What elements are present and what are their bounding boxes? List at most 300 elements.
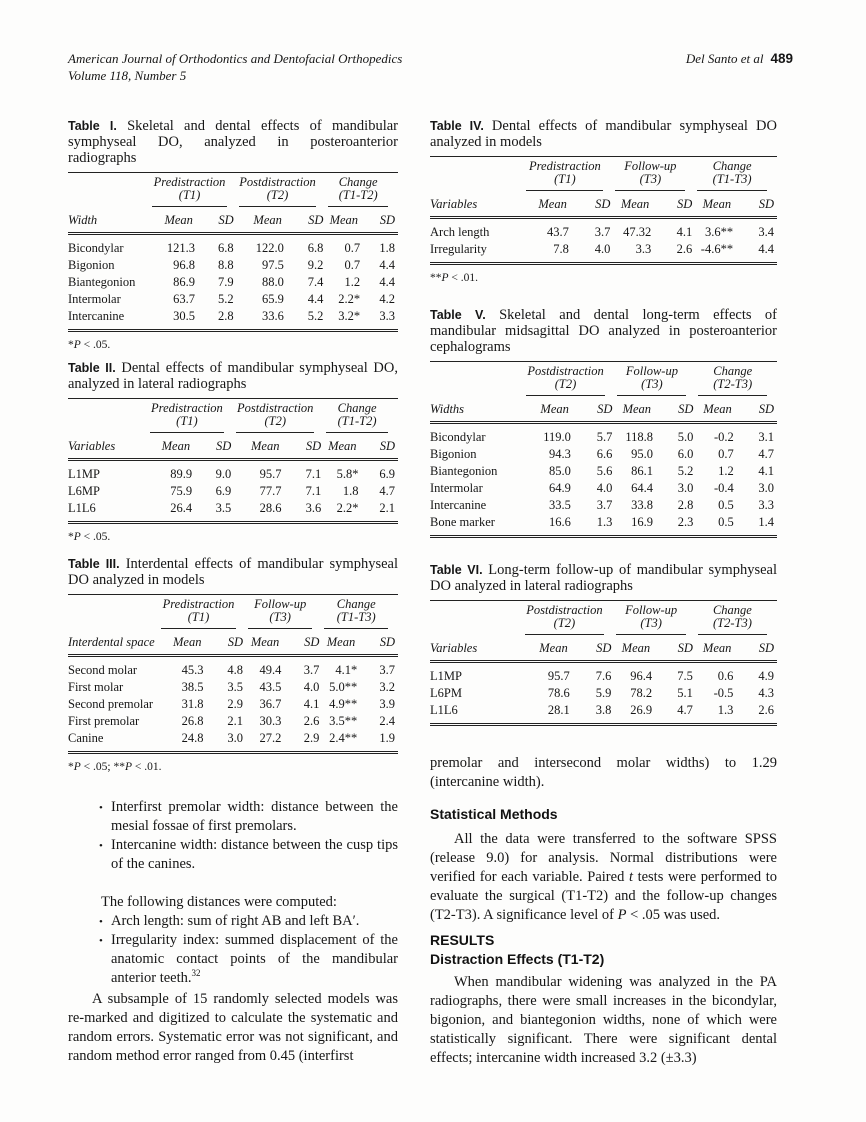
table-footnote (430, 271, 777, 285)
text-segment: < .01. (132, 761, 162, 773)
value-cell: 1.2 (344, 275, 361, 289)
bullet-icon: • (99, 802, 103, 814)
value-cell: 96.8 (173, 258, 195, 272)
table-row (430, 218, 777, 242)
value-cell: 30.5 (173, 309, 195, 323)
table-body (430, 662, 777, 725)
column-group-box (698, 365, 767, 396)
column-subheader: SD (214, 629, 246, 656)
value-cell: 3.8 (595, 703, 612, 717)
header-row-groups (430, 601, 777, 636)
value-cell: 3.2 (379, 680, 395, 694)
row-label: Bigonion (68, 258, 115, 272)
row-label: Second molar (68, 663, 138, 677)
column-group-line1: Change (337, 401, 377, 415)
column-subheader: Mean (524, 191, 579, 218)
value-cell: 4.3 (758, 686, 774, 700)
column-group-line1: Change (713, 364, 753, 378)
value-cell: 3.3 (635, 242, 652, 256)
value-cell: 0.6 (717, 669, 734, 683)
value-cell: 8.8 (218, 258, 234, 272)
bullet-icon: • (99, 916, 103, 928)
text-segment: P (617, 907, 627, 923)
table-row (430, 662, 777, 686)
table-title (430, 307, 777, 355)
value-cell: 6.6 (596, 447, 613, 461)
list-item (68, 912, 398, 931)
row-label: Biantegonion (68, 275, 136, 289)
value-cell: 2.9 (227, 697, 244, 711)
header-row-groups (430, 362, 777, 397)
column-group-header (324, 399, 398, 434)
column-group-header (246, 595, 322, 630)
value-cell: 4.2 (379, 292, 395, 306)
value-cell: 2.3 (677, 515, 694, 529)
column-subheader: Mean (237, 207, 295, 234)
value-cell: 3.0 (677, 481, 694, 495)
value-cell: 5.2 (677, 464, 694, 478)
table-row (430, 463, 777, 480)
column-group-line1: Predistraction (153, 175, 226, 189)
list-item (68, 798, 398, 836)
table-body (68, 460, 398, 523)
column-subheader: SD (581, 635, 615, 662)
table-head (68, 399, 398, 460)
value-cell: 4.8 (227, 663, 244, 677)
table-row (68, 460, 398, 484)
value-cell: 4.0 (303, 680, 320, 694)
row-label: L6MP (68, 484, 100, 498)
table-footnote (68, 338, 398, 352)
definition-list-distances (68, 912, 398, 988)
text-segment: P (73, 761, 81, 773)
heading-statistical-methods: Statistical Methods (430, 806, 558, 822)
column-group-header (159, 595, 246, 630)
value-cell: 7.1 (305, 484, 322, 498)
text-segment: < .05. (80, 339, 111, 351)
text-segment: P (73, 339, 81, 351)
table-row (430, 423, 777, 447)
column-group-box (326, 402, 388, 433)
table-label: Table IV. (430, 119, 484, 133)
value-cell: 43.7 (546, 225, 569, 239)
value-cell: 4.4 (307, 292, 324, 306)
text-segment: < .01. (448, 272, 479, 284)
value-cell: 1.8 (342, 484, 359, 498)
value-cell: 4.0 (594, 242, 611, 256)
value-cell: 43.5 (259, 680, 282, 694)
value-cell: 4.1* (335, 663, 358, 677)
row-label: Canine (68, 731, 104, 745)
value-cell: 28.1 (547, 703, 570, 717)
column-subheader: SD (664, 396, 696, 423)
list-item (68, 836, 398, 874)
paragraph-error-analysis (68, 990, 398, 1066)
heading-distraction-effects: Distraction Effects (T1-T2) (430, 951, 605, 967)
value-cell: 2.4 (379, 714, 395, 728)
table-label: Table II. (68, 361, 116, 375)
row-label: Bicondylar (68, 241, 124, 255)
column-group-line1: Change (712, 603, 752, 617)
column-subheader: SD (292, 433, 324, 460)
column-group-box (236, 402, 314, 433)
row-label: Bigonion (430, 447, 477, 461)
value-cell: 3.7 (594, 225, 611, 239)
column-subheader: SD (663, 635, 696, 662)
value-cell: 122.0 (255, 241, 284, 255)
table-label: Table VI. (430, 563, 483, 577)
value-cell: 77.7 (259, 484, 282, 498)
column-group-line2: (T3) (639, 172, 662, 186)
text-segment: tests were performed to evaluate the surgical (T1-T2) and the follow-up changes (T2-T3). A significance level of (430, 869, 777, 923)
value-cell: 45.3 (181, 663, 204, 677)
column-group-line2: (T2) (266, 188, 289, 202)
value-cell: 5.1 (677, 686, 693, 700)
value-cell: 7.5 (677, 669, 693, 683)
row-label: Bone marker (430, 515, 495, 529)
right-column (430, 118, 777, 1068)
column-subheader: SD (295, 207, 326, 234)
table-row (68, 308, 398, 331)
column-group-header (695, 157, 777, 192)
table-footnote (68, 760, 398, 774)
column-subheader: SD (580, 191, 614, 218)
column-group-line1: Follow-up (254, 597, 307, 611)
table-title (68, 360, 398, 392)
header-row-groups (430, 157, 777, 192)
value-cell: 5.9 (595, 686, 612, 700)
column-group-box (526, 160, 603, 191)
text-segment: The following distances were computed: (101, 894, 337, 910)
value-cell: 16.9 (631, 515, 654, 529)
column-subheader: Mean (696, 635, 745, 662)
paragraph-error-continued (430, 754, 777, 792)
column-group-header (613, 157, 695, 192)
column-subheader: SD (203, 433, 234, 460)
column-group-line1: Follow-up (625, 603, 678, 617)
list-item-text (111, 837, 398, 872)
column-group-line2: (T3) (640, 616, 662, 630)
row-label: Second premolar (68, 697, 154, 711)
column-group-line2: (T2-T3) (712, 616, 752, 630)
table-row (68, 483, 398, 500)
running-head (68, 50, 793, 84)
table-row (430, 446, 777, 463)
column-subheader: SD (368, 629, 398, 656)
table-row (68, 274, 398, 291)
value-cell: 94.3 (549, 447, 571, 461)
table-row (430, 685, 777, 702)
column-group-box (150, 402, 225, 433)
table-head (430, 601, 777, 662)
bullet-icon: • (99, 935, 103, 947)
row-label: Biantegonion (430, 464, 498, 478)
table-row (68, 679, 398, 696)
table-head (430, 362, 777, 423)
table-6-block (430, 562, 777, 726)
row-label: First molar (68, 680, 124, 694)
column-subheader: Mean (523, 635, 581, 662)
data-table (430, 361, 777, 538)
paragraph-statistical-methods (430, 830, 777, 925)
value-cell: 4.9** (329, 697, 358, 711)
column-group-box (526, 365, 606, 396)
row-label: First premolar (68, 714, 140, 728)
value-cell: 2.6 (676, 242, 693, 256)
value-cell: 1.3 (717, 703, 734, 717)
value-cell: 121.3 (166, 241, 195, 255)
table-title (430, 118, 777, 150)
table-row (68, 291, 398, 308)
column-group-header (696, 362, 777, 397)
column-group-line1: Change (712, 159, 752, 173)
row-label: L1L6 (68, 501, 96, 515)
value-cell: 47.32 (623, 225, 652, 239)
column-group-header (326, 173, 398, 208)
table-label: Table III. (68, 557, 120, 571)
column-subheader: SD (370, 433, 398, 460)
value-cell: 4.4 (758, 242, 774, 256)
column-group-box (161, 598, 236, 629)
column-group-box (697, 160, 767, 191)
value-cell: 4.4 (379, 275, 395, 289)
column-subheader: Mean (524, 396, 582, 423)
value-cell: 36.7 (259, 697, 282, 711)
column-group-box (328, 176, 388, 207)
value-cell: 7.9 (218, 275, 234, 289)
value-cell: 3.1 (758, 430, 774, 444)
paragraph-distraction-effects (430, 973, 777, 1068)
value-cell: 3.5** (329, 714, 358, 728)
column-group-line1: Postdistraction (239, 175, 316, 189)
column-group-header (614, 601, 695, 636)
value-cell: 4.7 (379, 484, 395, 498)
value-cell: 6.9 (215, 484, 232, 498)
table-row (68, 696, 398, 713)
column-group-line2: (T1) (187, 610, 210, 624)
table-row (68, 730, 398, 753)
row-label: Intermolar (68, 292, 121, 306)
value-cell: 1.2 (718, 464, 734, 478)
column-group-line2: (T1) (178, 188, 201, 202)
value-cell: 26.8 (181, 714, 204, 728)
stub-header: Width (68, 173, 150, 234)
list-item-text (111, 913, 359, 929)
column-group-line2: (T3) (269, 610, 291, 624)
text-segment: P (124, 761, 132, 773)
table-body (68, 234, 398, 331)
value-cell: 95.7 (547, 669, 570, 683)
value-cell: 5.0** (329, 680, 358, 694)
value-cell: 30.3 (259, 714, 282, 728)
value-cell: 0.7 (344, 241, 361, 255)
value-cell: 2.4** (329, 731, 358, 745)
value-cell: 1.8 (379, 241, 395, 255)
definition-list-widths (68, 798, 398, 874)
column-group-header (237, 173, 327, 208)
row-label: Intercanine (68, 309, 125, 323)
column-subheader: SD (582, 396, 616, 423)
value-cell: 2.2* (336, 501, 359, 515)
row-label: Intercanine (430, 498, 487, 512)
table-head (68, 595, 398, 656)
value-cell: 86.9 (173, 275, 195, 289)
value-cell: 27.2 (259, 731, 282, 745)
column-group-line2: (T1-T2) (337, 414, 377, 428)
value-cell: 3.0 (758, 481, 774, 495)
column-subheader: Mean (324, 433, 369, 460)
list-item (68, 931, 398, 988)
value-cell: 5.8* (336, 467, 359, 481)
table-1-block (68, 118, 398, 352)
table-row (68, 500, 398, 523)
text-segment: Interfirst premolar width: distance between the mesial fossae of first premolars. (111, 799, 398, 834)
value-cell: 2.8 (677, 498, 694, 512)
column-subheader: Mean (695, 191, 744, 218)
row-label: Irregularity (430, 242, 487, 256)
column-group-line1: Change (338, 175, 378, 189)
column-group-line1: Follow-up (625, 364, 678, 378)
column-group-box (617, 365, 686, 396)
table-row (430, 702, 777, 725)
row-label: L1L6 (430, 703, 458, 717)
text-segment: * (68, 339, 74, 351)
value-cell: 64.4 (631, 481, 654, 495)
column-group-box (239, 176, 317, 207)
value-cell: 3.7 (379, 663, 395, 677)
value-cell: 96.4 (630, 669, 653, 683)
value-cell: 33.6 (262, 309, 284, 323)
stub-header: Variables (430, 601, 523, 662)
column-subheader: Mean (615, 396, 664, 423)
value-cell: 5.6 (596, 464, 613, 478)
column-group-line1: Follow-up (624, 159, 677, 173)
value-cell: 28.6 (259, 501, 282, 515)
value-cell: 6.9 (379, 467, 395, 481)
column-group-box (525, 604, 605, 635)
value-cell: 2.1 (379, 501, 395, 515)
column-subheader: Mean (322, 629, 368, 656)
column-group-line2: (T1-T2) (338, 188, 378, 202)
value-cell: -0.4 (713, 481, 734, 495)
value-cell: 95.7 (259, 467, 282, 481)
table-row (68, 656, 398, 680)
value-cell: 65.9 (262, 292, 284, 306)
text-segment: Arch length: sum of right AB and left BA′. (111, 913, 360, 929)
value-cell: 1.4 (758, 515, 774, 529)
table-5-block (430, 307, 777, 538)
running-head-left (68, 50, 402, 84)
value-cell: 3.7 (303, 663, 320, 677)
column-group-header (524, 362, 616, 397)
row-label: L6PM (430, 686, 462, 700)
text-segment: P (441, 272, 449, 284)
text-segment: A subsample of 15 randomly selected models was re-marked and digitized to calculate the systematic and random errors. Systematic error was not significant, and random method error ranged from 0.45 (interfirst (68, 991, 398, 1064)
column-group-line2: (T1-T3) (336, 610, 376, 624)
table-title (430, 562, 777, 594)
table-title-text: Skeletal and dental long-term effects of mandibular midsagittal DO analyzed in posteroanterior cephalograms (430, 307, 777, 355)
bullet-icon: • (99, 840, 103, 852)
value-cell: 2.9 (303, 731, 320, 745)
column-group-header (150, 173, 236, 208)
stub-header: Interdental space (68, 595, 159, 656)
column-group-line1: Predistraction (529, 159, 601, 173)
column-group-line2: (T1-T3) (712, 172, 752, 186)
table-row (430, 241, 777, 264)
column-group-header (524, 157, 613, 192)
column-subheader: Mean (150, 207, 205, 234)
value-cell: 4.9 (758, 669, 774, 683)
column-subheader: Mean (246, 629, 292, 656)
table-title-text: Dental effects of mandibular symphyseal DO analyzed in models (430, 118, 777, 150)
value-cell: 6.8 (218, 241, 234, 255)
column-group-header (322, 595, 398, 630)
value-cell: 7.6 (595, 669, 612, 683)
value-cell: 0.7 (344, 258, 361, 272)
data-table (430, 156, 777, 265)
value-cell: 86.1 (631, 464, 654, 478)
value-cell: 3.5 (227, 680, 244, 694)
header-row-groups (68, 595, 398, 630)
column-group-line1: Predistraction (162, 597, 235, 611)
value-cell: 3.3 (379, 309, 395, 323)
column-group-box (248, 598, 312, 629)
value-cell: 78.6 (547, 686, 570, 700)
value-cell: -0.2 (713, 430, 734, 444)
column-group-header (523, 601, 615, 636)
text-segment: ** (430, 272, 442, 284)
table-title-text: Dental effects of mandibular symphyseal DO, analyzed in lateral radiographs (68, 360, 398, 392)
column-group-line2: (T2-T3) (713, 377, 753, 391)
row-label: Arch length (430, 225, 490, 239)
text-segment: Irregularity index: summed displacement of the anatomic contact points of the mandibular anterior teeth. (111, 932, 398, 986)
data-table (68, 172, 398, 332)
text-segment: P (73, 531, 81, 543)
value-cell: 0.7 (718, 447, 734, 461)
stub-header: Widths (430, 362, 524, 423)
column-group-line1: Postdistraction (526, 603, 603, 617)
column-subheader: SD (744, 635, 777, 662)
value-cell: 3.9 (379, 697, 395, 711)
column-group-box (616, 604, 685, 635)
table-body (68, 656, 398, 753)
value-cell: 5.2 (307, 309, 324, 323)
heading-results: RESULTS (430, 932, 495, 948)
value-cell: 6.8 (307, 241, 324, 255)
table-label: Table I. (68, 119, 117, 133)
value-cell: 33.5 (549, 498, 571, 512)
value-cell: 33.8 (631, 498, 654, 512)
text-segment: < .05; ** (80, 761, 125, 773)
value-cell: 3.6 (305, 501, 322, 515)
table-row (68, 234, 398, 258)
column-subheader: Mean (326, 207, 371, 234)
value-cell: 7.1 (305, 467, 322, 481)
table-row (68, 713, 398, 730)
page-number: 489 (770, 51, 793, 66)
data-table (68, 398, 398, 524)
value-cell: 1.9 (379, 731, 395, 745)
column-subheader: SD (206, 207, 237, 234)
value-cell: 2.1 (227, 714, 244, 728)
table-label: Table V. (430, 308, 486, 322)
column-group-box (324, 598, 388, 629)
text-segment: * (68, 531, 74, 543)
value-cell: 95.0 (631, 447, 654, 461)
column-group-line2: (T3) (641, 377, 663, 391)
value-cell: 3.4 (758, 225, 774, 239)
row-label: Bicondylar (430, 430, 486, 444)
